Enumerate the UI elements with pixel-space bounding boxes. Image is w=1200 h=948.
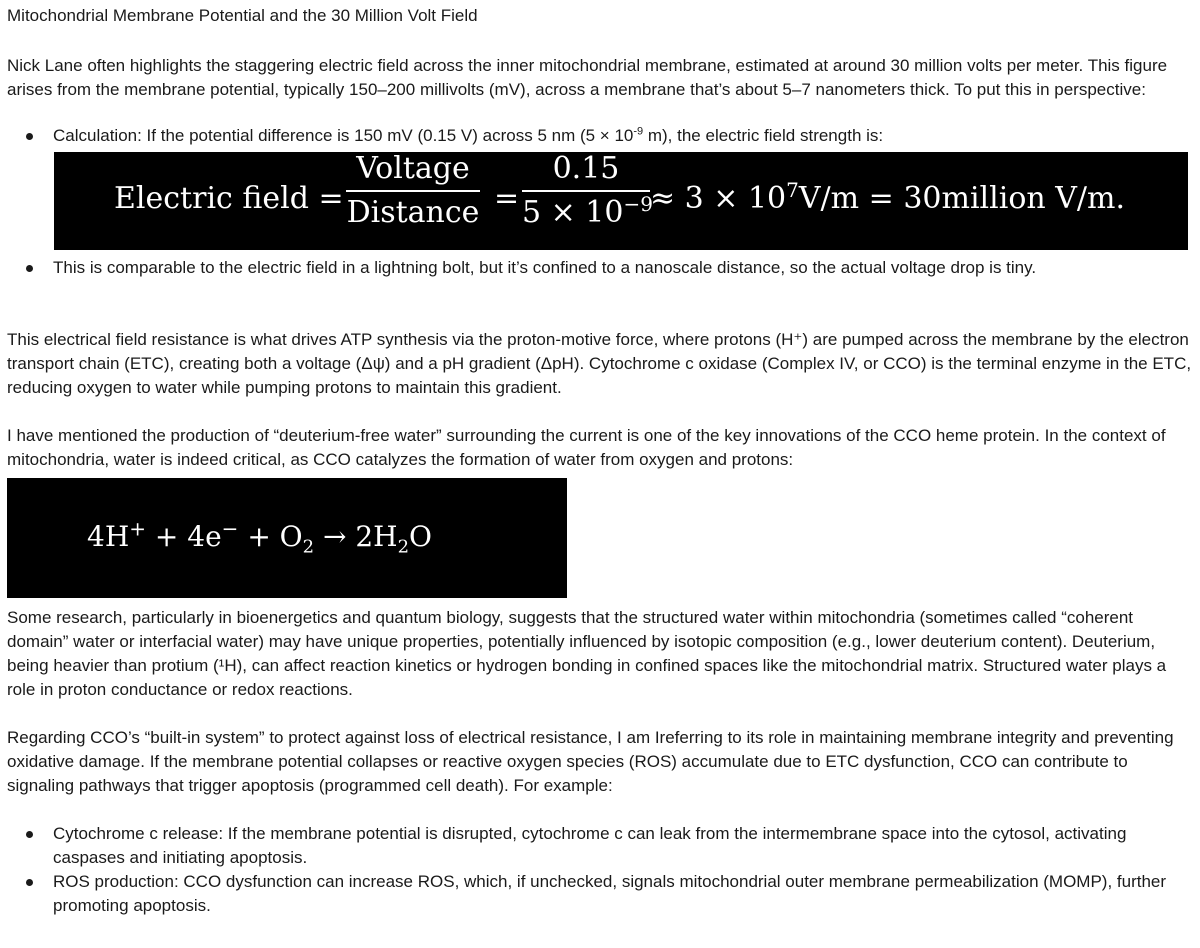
fraction-numerator-value: 0.15 bbox=[552, 151, 620, 186]
formula-result bbox=[650, 178, 1125, 216]
water-paragraph: I have mentioned the production of “deuterium-free water” surrounding the current is one of the key innovations of the CCO heme protein. In the context of mitochondria, water is indeed critical, as CCO catalyzes the formation of water from oxygen and protons: bbox=[7, 426, 1166, 469]
equation-text bbox=[87, 516, 433, 558]
numeric-fraction bbox=[522, 151, 653, 230]
formula-lhs: Electric field = bbox=[114, 181, 344, 216]
fraction-denominator-distance: Distance bbox=[346, 195, 480, 230]
denominator-exponent: −9 bbox=[623, 192, 653, 216]
calculation-list bbox=[7, 124, 1195, 148]
example-cytochrome-release: Cytochrome c release: If the membrane potential is disrupted, cytochrome c can leak from the intermembrane space into the cytosol, activating caspases and initiating apoptosis. bbox=[53, 822, 1195, 870]
calc-text-before: Calculation: If the potential difference is 150 mV (0.15 V) across 5 nm (5 × 10 bbox=[53, 126, 634, 145]
result-exponent: 7 bbox=[786, 178, 799, 202]
eq-term-o-final: O bbox=[409, 520, 433, 553]
electric-field-formula bbox=[54, 152, 1188, 250]
calc-text-after: m), the electric field strength is: bbox=[643, 126, 884, 145]
example-ros-production: ROS production: CCO dysfunction can increase ROS, which, if unchecked, signals mitochondrial outer membrane permeabilization (MOMP), further promoting apoptosis. bbox=[53, 870, 1195, 918]
cco-paragraph: Regarding CCO’s “built-in system” to protect against loss of electrical resistance, I am Ireferring to its role in maintaining membrane integrity and preventing oxidative damage. If the membrane potential collapses or reactive oxygen species (ROS) accumulate due to ETC dysfunction, CCO can contribute to signaling pathways that trigger apoptosis (programmed cell death). For example: bbox=[7, 728, 1174, 795]
voltage-distance-fraction bbox=[346, 152, 480, 230]
eq-term-2h: → 2H bbox=[314, 520, 398, 553]
eq-sup-plus: + bbox=[129, 516, 146, 541]
fraction-bar bbox=[346, 190, 480, 192]
fraction-numerator-voltage: Voltage bbox=[356, 151, 470, 186]
eq-term-o: + O bbox=[238, 520, 303, 553]
result-suffix: V/m = 30million V/m. bbox=[798, 181, 1125, 216]
resistance-paragraph: This electrical field resistance is what drives ATP synthesis via the proton-motive force, where protons (H⁺) are pumped across the membrane by the electron transport chain (ETC), creating both a voltage (Δψ) and a pH gradient (ΔpH). Cytochrome c oxidase (Complex IV, or CCO) is the terminal enzyme in the ETC, reducing oxygen to water while pumping protons to maintain this gradient. bbox=[7, 330, 1192, 397]
denominator-base: 5 × 10 bbox=[522, 195, 624, 230]
eq-term-4h: 4H bbox=[87, 520, 130, 553]
examples-list bbox=[7, 822, 1195, 918]
page-title: Mitochondrial Membrane Potential and the 30 Million Volt Field bbox=[7, 6, 478, 25]
calculation-bullet bbox=[53, 124, 1195, 148]
formula-equals: = bbox=[494, 181, 520, 216]
eq-sub-2: 2 bbox=[397, 536, 410, 558]
comparison-list bbox=[7, 256, 1195, 280]
eq-sub-2: 2 bbox=[302, 536, 315, 558]
calc-exponent: -9 bbox=[633, 125, 644, 138]
research-paragraph: Some research, particularly in bioenergetics and quantum biology, suggests that the structured water within mitochondria (sometimes called “coherent domain” water or interfacial water) may have unique properties, potentially influenced by isotopic composition (e.g., lower deuterium content). Deuterium, being heavier than protium (¹H), can affect reaction kinetics or hydrogen bonding in confined spaces like the mitochondrial matrix. Structured water plays a role in proton conductance or redox reactions. bbox=[7, 608, 1167, 699]
water-formation-equation bbox=[7, 478, 567, 598]
eq-term-4e: + 4e bbox=[146, 520, 222, 553]
eq-sup-minus: − bbox=[221, 516, 239, 541]
intro-paragraph: Nick Lane often highlights the staggering electric field across the inner mitochondrial membrane, estimated at around 30 million volts per meter. This figure arises from the membrane potential, typically 150–200 millivolts (mV), across a membrane that’s about 5–7 nanometers thick. To put this in perspective: bbox=[7, 56, 1168, 99]
lightning-bullet: This is comparable to the electric field in a lightning bolt, but it’s confined to a nanoscale distance, so the actual voltage drop is tiny. bbox=[53, 256, 1195, 280]
fraction-denominator-value bbox=[522, 192, 653, 230]
result-prefix: ≈ 3 × 10 bbox=[650, 181, 787, 216]
document bbox=[7, 4, 1195, 918]
